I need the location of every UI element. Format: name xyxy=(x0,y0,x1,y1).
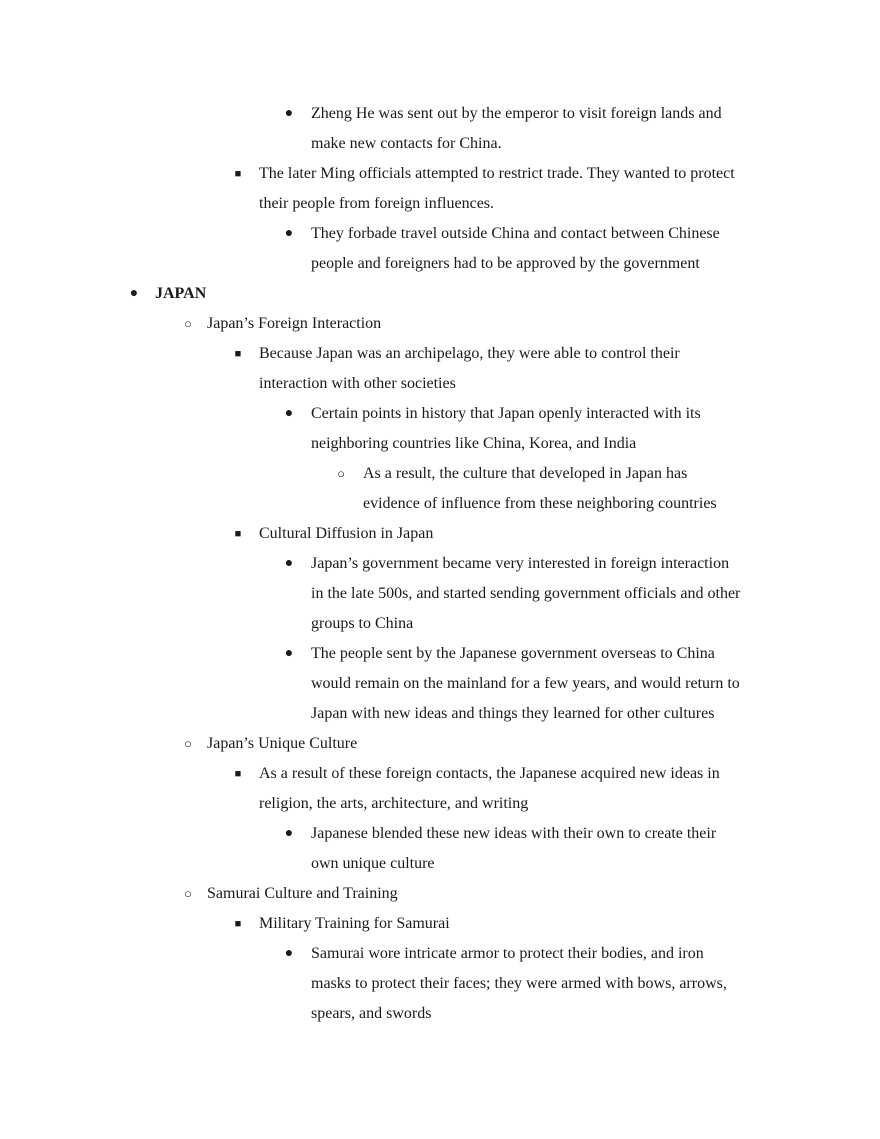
list-item-text: Japan’s Foreign Interaction xyxy=(207,315,382,332)
section-heading-text: JAPAN xyxy=(155,285,207,302)
list-item-text: groups to China xyxy=(311,615,414,632)
disc-bullet-icon: ● xyxy=(284,826,294,841)
list-item-text: spears, and swords xyxy=(311,1005,432,1022)
list-item-text: Because Japan was an archipelago, they were able to control their xyxy=(259,345,680,362)
list-item-text: evidence of influence from these neighboring countries xyxy=(363,495,717,512)
list-item-text: would remain on the mainland for a few years, and would return to xyxy=(311,675,740,692)
list-item-text: people and foreigners had to be approved by the government xyxy=(311,255,700,272)
disc-bullet-icon: ● xyxy=(284,556,294,571)
list-item-text: interaction with other societies xyxy=(259,375,456,392)
list-item-text: in the late 500s, and started sending government officials and other xyxy=(311,585,741,602)
square-bullet-icon: ■ xyxy=(234,168,242,180)
list-item-text: neighboring countries like China, Korea, and India xyxy=(311,435,637,452)
list-item-text: The people sent by the Japanese government overseas to China xyxy=(311,645,715,662)
list-item-text: They forbade travel outside China and contact between Chinese xyxy=(311,225,720,242)
list-item-text: religion, the arts, architecture, and writing xyxy=(259,795,529,812)
list-item-text: As a result, the culture that developed in Japan has xyxy=(363,465,688,482)
disc-bullet-icon: ● xyxy=(284,106,294,121)
disc-bullet-icon: ● xyxy=(284,226,294,241)
list-item-text: As a result of these foreign contacts, the Japanese acquired new ideas in xyxy=(259,765,720,782)
list-item-text: make new contacts for China. xyxy=(311,135,502,152)
list-item-text: Japan with new ideas and things they learned for other cultures xyxy=(311,705,715,722)
circle-bullet-icon: ○ xyxy=(184,316,192,331)
circle-bullet-icon: ○ xyxy=(184,736,192,751)
list-item-text: The later Ming officials attempted to restrict trade. They wanted to protect xyxy=(259,165,735,182)
list-item-text: Samurai wore intricate armor to protect their bodies, and iron xyxy=(311,945,704,962)
square-bullet-icon: ■ xyxy=(234,768,242,780)
list-item-text: their people from foreign influences. xyxy=(259,195,495,212)
square-bullet-icon: ■ xyxy=(234,528,242,540)
list-item-text: Japanese blended these new ideas with their own to create their xyxy=(311,825,717,842)
list-item-text: masks to protect their faces; they were armed with bows, arrows, xyxy=(311,975,727,992)
square-bullet-icon: ■ xyxy=(234,348,242,360)
disc-bullet-icon: ● xyxy=(284,646,294,661)
disc-bullet-icon: ● xyxy=(284,406,294,421)
square-bullet-icon: ■ xyxy=(234,918,242,930)
list-item-text: Japan’s government became very interested in foreign interaction xyxy=(311,555,730,572)
disc-bullet-icon: ● xyxy=(129,286,139,301)
list-item-text: Cultural Diffusion in Japan xyxy=(259,525,434,542)
list-item-text: Japan’s Unique Culture xyxy=(207,735,358,752)
list-item-text: Military Training for Samurai xyxy=(259,915,450,932)
circle-bullet-icon: ○ xyxy=(184,886,192,901)
list-item-text: own unique culture xyxy=(311,855,435,872)
circle-bullet-icon: ○ xyxy=(337,466,345,481)
list-item-text: Samurai Culture and Training xyxy=(207,885,398,902)
list-item-text: Certain points in history that Japan openly interacted with its xyxy=(311,405,701,422)
disc-bullet-icon: ● xyxy=(284,946,294,961)
list-item-text: Zheng He was sent out by the emperor to visit foreign lands and xyxy=(311,105,722,122)
